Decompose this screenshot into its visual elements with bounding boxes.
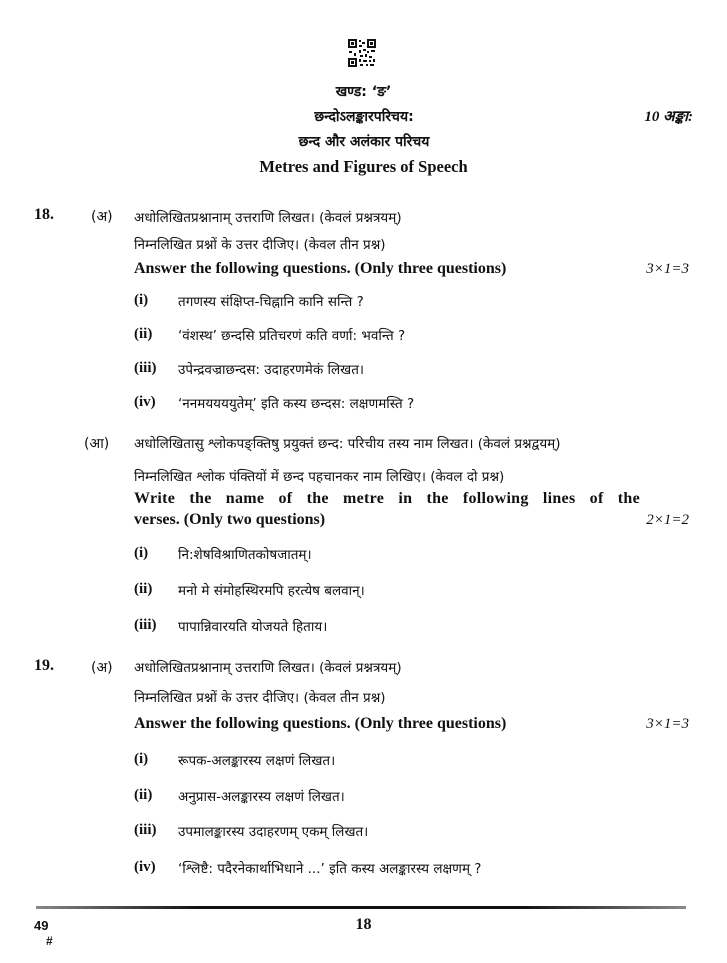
item-text: पापान्निवारयति योजयते हिताय। xyxy=(178,619,328,635)
question-text-english: Answer the following questions. (Only three questions) xyxy=(134,260,507,277)
item-text: रूपक-अलङ्कारस्य लक्षणं लिखत। xyxy=(178,753,336,769)
item-text: ‘श्लिष्टै: पदैरनेकार्थाभिधाने ...’ इति कस्य अलङ्कारस्य लक्षणम् ? xyxy=(178,861,482,877)
item-text: अनुप्रास-अलङ्कारस्य लक्षणं लिखत। xyxy=(178,789,345,805)
question-number: 19. xyxy=(34,657,54,674)
question-text-sanskrit: अधोलिखितासु श्लोकपङ्क्तिषु प्रयुक्तं छन्द: परिचीय तस्य नाम लिखत। (केवलं प्रश्नद्वयम्) xyxy=(134,436,561,452)
item-number: (i) xyxy=(134,292,149,308)
item-number: (iv) xyxy=(134,859,156,875)
item-text: मनो मे संमोहस्थिरमपि हरत्येष बलवान्। xyxy=(178,583,365,599)
footer-rule xyxy=(36,906,686,909)
question-number: 18. xyxy=(34,206,54,223)
item-text: नि:शेषविश्राणितकोषजातम्। xyxy=(178,547,312,563)
item-number: (iii) xyxy=(134,617,157,633)
marks-label: 3×1=3 xyxy=(646,261,689,277)
section-title-hindi: छन्द और अलंकार परिचय xyxy=(298,134,430,150)
item-text: तगणस्य संक्षिप्त-चिह्नानि कानि सन्ति ? xyxy=(178,294,364,310)
hash-mark: # xyxy=(46,934,53,948)
item-number: (ii) xyxy=(134,326,153,342)
question-text-hindi: निम्नलिखित प्रश्नों के उत्तर दीजिए। (केवल तीन प्रश्न) xyxy=(134,237,386,253)
item-number: (ii) xyxy=(134,787,153,803)
question-text-sanskrit: अधोलिखितप्रश्नानाम् उत्तराणि लिखत। (केवलं प्रश्नत्रयम्) xyxy=(134,660,402,676)
marks-label: 2×1=2 xyxy=(646,512,689,528)
section-title-sanskrit: छन्दोऽलङ्कारपरिचय: xyxy=(314,109,414,125)
item-text: ‘वंशस्थ’ छन्दसि प्रतिचरणं कति वर्णा: भवन्ति ? xyxy=(178,328,406,344)
question-text-english-cont: verses. (Only two questions) xyxy=(134,511,326,528)
question-text-english: Answer the following questions. (Only three questions) xyxy=(134,715,507,732)
section-heading: खण्ड: ‘ङ’ xyxy=(335,84,392,100)
item-text: उपमालङ्कारस्य उदाहरणम् एकम् लिखत। xyxy=(178,824,369,840)
question-text-sanskrit: अधोलिखितप्रश्नानाम् उत्तराणि लिखत। (केवलं प्रश्नत्रयम्) xyxy=(134,210,402,226)
section-marks: 10 अङ्का: xyxy=(644,109,693,125)
question-text-hindi: निम्नलिखित श्लोक पंक्तियों में छन्द पहचानकर नाम लिखिए। (केवल दो प्रश्न) xyxy=(134,469,505,485)
item-number: (i) xyxy=(134,545,149,561)
question-text-english: Write the name of the metre in the following lines of the xyxy=(134,490,640,507)
item-number: (iii) xyxy=(134,360,157,376)
item-text: उपेन्द्रवज्राछन्दस: उदाहरणमेकं लिखत। xyxy=(178,362,365,378)
section-title-english: Metres and Figures of Speech xyxy=(259,157,468,176)
item-number: (iii) xyxy=(134,822,157,838)
question-text-hindi: निम्नलिखित प्रश्नों के उत्तर दीजिए। (केवल तीन प्रश्न) xyxy=(134,690,386,706)
marks-label: 3×1=3 xyxy=(646,716,689,732)
item-number: (ii) xyxy=(134,581,153,597)
part-label: (अ) xyxy=(91,209,113,225)
item-number: (i) xyxy=(134,751,149,767)
qr-code xyxy=(347,38,377,68)
part-label: (आ) xyxy=(84,436,110,452)
part-label: (अ) xyxy=(91,660,113,676)
item-text: ‘ननमययययुतेम्’ इति कस्य छन्दस: लक्षणमस्ति ? xyxy=(178,396,415,412)
page-number: 18 xyxy=(355,916,372,933)
item-number: (iv) xyxy=(134,394,156,410)
paper-code: 49 xyxy=(34,918,49,933)
